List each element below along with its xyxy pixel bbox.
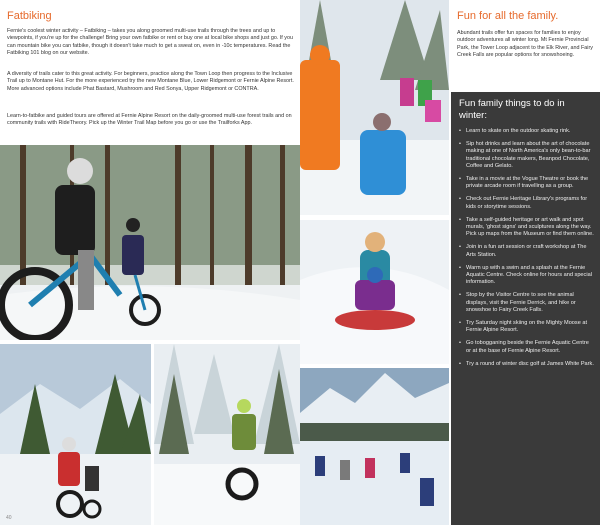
bullet-icon: • <box>459 292 461 299</box>
list-item: • Try a round of winter disc golf at James White Park. <box>459 360 594 367</box>
bullet-icon: • <box>459 141 461 148</box>
bullet-icon: • <box>459 320 461 327</box>
fatbiking-paragraph-1: Fernie's coolest winter activity – Fatbiking – takes you along groomed multi-use trails through the trees and up to viewpoints, if you're up for the challenge! Bring your own fatbike or rent or buy one at local bike shops and just go. If you can mountain bike you can fatbike, though it doesn't take much to get a sweat on, even in -10c temperatures. Read the Fatbiking 101 blog on our website. <box>7 28 293 57</box>
outdoor-rink-photo <box>300 368 449 525</box>
list-item: • Check out Fernie Heritage Library's programs for kids or storytime sessions. <box>459 196 588 210</box>
panel-heading: Fun family things to do in winter: <box>459 98 565 121</box>
list-item: • Go tobogganing beside the Fernie Aquatic Centre or at the base of Fernie Alpine Resort. <box>459 340 589 354</box>
list-item: • Stop by the Visitor Centre to see the animal displays, visit the Fernie Derrick, and hike or snowshoe to Fairy Creek Falls. <box>459 292 576 313</box>
family-fun-paragraph: Abundant trails offer fun spaces for families to enjoy outdoor adventures all winter long. Mt Fernie Provincial Park, the Tower Loop adjacent to the Elk River, and Fairy Creek Falls are popular options for snowshoeing. <box>457 30 593 59</box>
list-item: • Sip hot drinks and learn about the art of chocolate making at one of North America's only bean-to-bar traditional chocolate makers, Beanpod Chocolate, Coffee and Gelato. <box>459 141 591 169</box>
bullet-icon: • <box>459 264 461 271</box>
bullet-icon: • <box>459 128 461 134</box>
fatbike-snowy-trees-photo <box>154 344 300 525</box>
family-fun-title: Fun for all the family. <box>457 10 559 22</box>
list-item: • Learn to skate on the outdoor skating rink. <box>459 128 571 134</box>
bullet-icon: • <box>459 196 461 203</box>
left-page-number: 40 <box>6 515 12 521</box>
list-item: • Take a self-guided heritage or art walk and spot murals, 'ghost signs' and sculptures along the way. Pick up maps from the Museum or find them online. <box>459 216 594 238</box>
fatbike-forest-photo <box>0 145 300 340</box>
list-item: • Join in a fun art session or craft workshop at The Arts Station. <box>459 244 587 258</box>
snow-play-photo <box>300 0 449 215</box>
activities-list <box>459 128 595 374</box>
bullet-icon: • <box>459 340 461 347</box>
bullet-icon: • <box>459 360 461 367</box>
bullet-icon: • <box>459 244 461 251</box>
fatbiking-title: Fatbiking <box>7 10 52 22</box>
list-item: • Warm up with a swim and a splash at the Fernie Aquatic Centre. Check online for hours and special information. <box>459 264 592 286</box>
fatbiking-paragraph-2: A diversity of trails cater to this great activity. For beginners, practice along the Town Loop then progress to the Inclusive Trail up to Montane Hut. For the more experienced try the new Montane Blue, Lower Ridgemont or Fernie Alpine Resort. More advanced options include Phat Bastard, Mushroom and Red Sonya, Upper Ridgemont or CONTRA. <box>7 71 294 92</box>
fatbike-mountain-photo <box>0 344 151 525</box>
list-item: • Take in a movie at the Vogue Theatre or book the private arcade room if travelling as a group. <box>459 176 589 190</box>
family-activities-panel <box>451 92 600 525</box>
list-item: • Try Saturday night skiing on the Mighty Moose at Fernie Alpine Resort. <box>459 320 588 334</box>
fatbiking-paragraph-3: Learn-to-fatbike and guided tours are offered at Fernie Alpine Resort on the daily-groomed multi-use forest trails and on community trails with RideTheory. Pick up the Winter Trail Map before you go or use the Trailforks App. <box>7 113 292 127</box>
bullet-icon: • <box>459 216 461 223</box>
tobogganing-photo <box>300 220 449 364</box>
bullet-icon: • <box>459 176 461 183</box>
